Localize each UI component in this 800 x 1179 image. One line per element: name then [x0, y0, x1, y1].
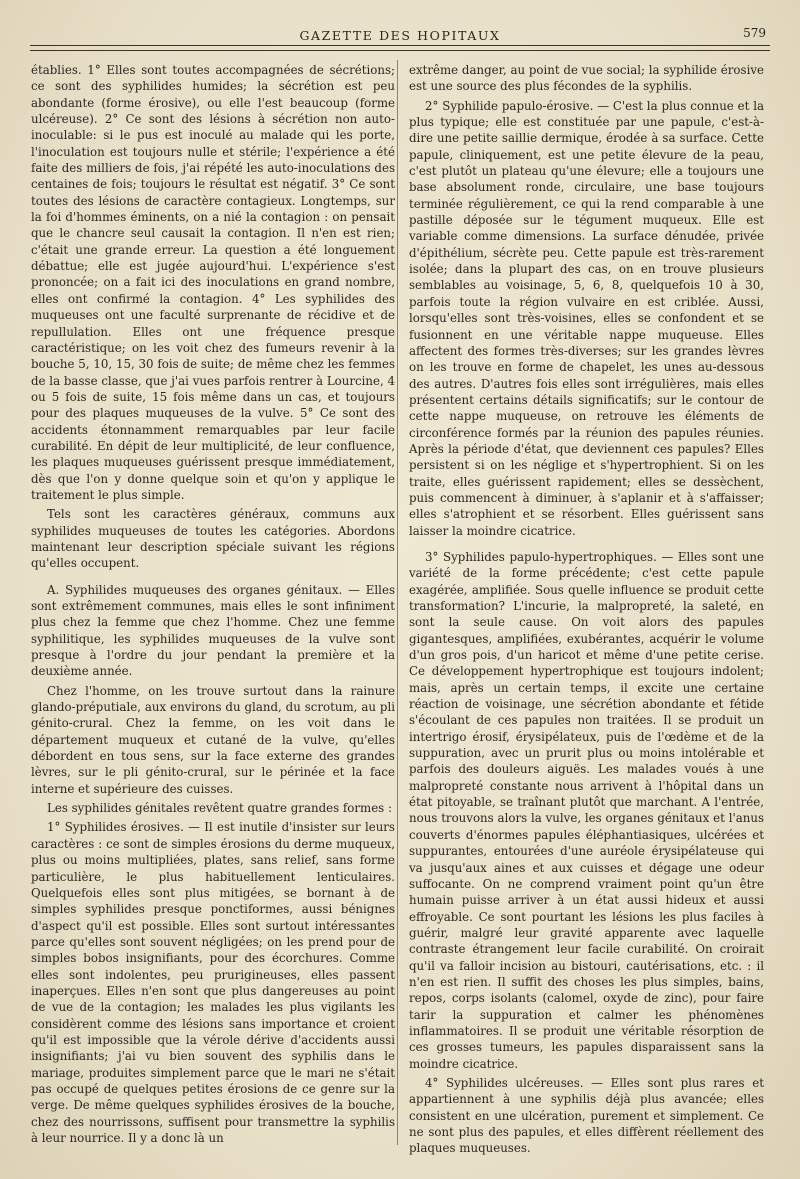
- paragraph: Chez l'homme, on les trouve surtout dans la rainure glando-préputiale, aux environs du gland, du scrotum, au pli génito-crural. Chez la femme, on les voit dans le département muqueux et cutané de la vulve, qu'elles débordent en tous sens, sur la face externe des grandes lèvres, sur le pli génito-crural, sur le périnée et la face interne et supérieure des cuisses.: [31, 683, 395, 796]
- page-header: [30, 24, 770, 50]
- header-rule-thick: [30, 45, 770, 46]
- header-rule-thin: [30, 50, 770, 51]
- paragraph: extrême danger, au point de vue social; la syphilide érosive est une source des plus fécondes de la syphilis.: [409, 63, 764, 94]
- column-divider: [397, 60, 398, 1145]
- paragraph: Les syphilides génitales revêtent quatre grandes formes :: [47, 801, 392, 816]
- journal-title: GAZETTE DES HOPITAUX: [299, 28, 501, 43]
- paragraph: 1° Syphilides érosives. — Il est inutile d'insister sur leurs caractères : ce sont de simples érosions du derme muqueux, plus ou moins multipliées, plates, sans relief, sans forme particulière, le plus habituellement lenticulaires. Quelquefois elles sont plus mitigées, se bornant à de simples syphilides presque ponctiformes, aussi bénignes d'aspect qu'il est possible. Elles sont surtout intéressantes parce qu'elles sont souvent négligées; on les prend pour de simples bobos insignifiants, pour des écorchures. Comme elles sont indolentes, peu prurigineuses, elles passent inaperçues. Elles n'en sont que plus dangereuses au point de vue de la contagion; les malades les plus vigilants les considèrent comme des lésions sans importance et croient qu'il est impossible que la vérole dérive d'accidents aussi insignifiants; j'ai vu bien souvent des syphilis dans le mariage, produites simplement parce que le mari ne s'était pas occupé de quelques petites érosions de ce genre sur la verge. De même quelques syphilides érosives de la bouche, chez des nourrissons, suffisent pour transmettre la syphilis à leur nourrice. Il y a donc là un: [31, 820, 395, 1145]
- paragraph: 2° Syphilide papulo-érosive. — C'est la plus connue et la plus typique; elle est constituée par une papule, c'est-à-dire une petite saillie dermique, érodée à sa surface. Cette papule, cliniquement, est une petite élevure de la peau, c'est plutôt un plateau qu'une élevure; elle a toujours une base absolument ronde, circulaire, une base toujours terminée régulièrement, ce qui la rend comparable à une pastille déposée sur le tégument muqueux. Elle est variable comme dimensions. La surface dénudée, privée d'épithélium, sécrète peu. Cette papule est très-rarement isolée; dans la plupart des cas, on en trouve plusieurs semblables au voisinage, 5, 6, 8, quelquefois 10 à 30, parfois toute la région vulvaire en est criblée. Aussi, lorsqu'elles sont très-voisines, elles se confondent et se fusionnent en une véritable nappe muqueuse. Elles affectent des formes très-diverses; sur les grandes lèvres on les trouve en forme de chapelet, les unes au-dessous des autres. D'autres fois elles sont irrégulières, mais elles présentent certains détails significatifs; sur le contour de cette nappe muqueuse, on retrouve les éléments de circonférence formés par la réunion des papules réunies. Après la période d'état, que deviennent ces papules? Elles persistent si on les néglige et s'hypertrophient. Si on les traite, elles guérissent rapidement; elles se dessèchent, puis commencent à diminuer, à s'aplanir et à s'affaisser; elles s'atrophient et se résorbent. Elles guérissent sans laisser la moindre cicatrice.: [409, 98, 764, 538]
- paragraph: établies. 1° Elles sont toutes accompagnées de sécrétions; ce sont des syphilides humides; la sécrétion est peu abondante (forme érosive), ou elle l'est beaucoup (forme ulcéreuse). 2° Ce sont des lésions à sécrétion non auto-inoculable: si le pus est inoculé au malade qui les porte, l'inoculation est toujours nulle et stérile; l'expérience a été faite des milliers de fois, j'ai répété les auto-inoculations des centaines de fois; toujours le résultat est négatif. 3° Ce sont toutes des lésions de caractère contagieux. Longtemps, sur la foi d'hommes éminents, on a nié la contagion : on pensait que le chancre seul causait la contagion. Il n'en est rien; c'était une grande erreur. La question a été longuement débattue; elle est jugée aujourd'hui. L'expérience s'est prononcée; on a fait ici des inoculations en grand nombre, elles ont confirmé la contagion. 4° Les syphilides des muqueuses ont une faculté surprenante de récidive et de repullulation. Elles ont une fréquence presque caractéristique; on les voit chez des fumeurs revenir à la bouche 5, 10, 15, 30 fois de suite; de même chez les femmes de la basse classe, que j'ai vues parfois rentrer à Lourcine, 4 ou 5 fois de suite, 15 fois même dans un cas, et toujours pour des plaques muqueuses de la vulve. 5° Ce sont des accidents étonnamment remarquables par leur facile curabilité. En dépit de leur multiplicité, de leur confluence, les plaques muqueuses guérissent presque immédiatement, dès que l'on y donne quelque soin et qu'on y applique le traitement le plus simple.: [31, 63, 395, 502]
- paragraph: Tels sont les caractères généraux, communs aux syphilides muqueuses de toutes les catégories. Abordons maintenant leur description spéciale suivant les régions qu'elles occupent.: [31, 507, 395, 571]
- paragraph: 4° Syphilides ulcéreuses. — Elles sont plus rares et appartiennent à une syphilis déjà plus avancée; elles consistent en une ulcération, purement et simplement. Ce ne sont plus des papules, et elles diffèrent réellement des plaques muqueuses.: [409, 1075, 764, 1156]
- section-paragraph: 3° Syphilides papulo-hypertrophiques. — Elles sont une variété de la forme précédente; c'est cette papule exagérée, amplifiée. Sous quelle influence se produit cette transformation? L'incurie, la malpropreté, la saleté, en sont la seule cause. On voit alors des papules gigantesques, amplifiées, exubérantes, acquérir le volume d'un gros pois, d'un haricot et même d'une petite cerise. Ce développement hypertrophique est toujours indolent; mais, après un certain temps, il excite une certaine réaction de voisinage, une sécrétion abondante et fétide s'écoulant de ces papules non traitées. Il se produit un intertrigo érosif, érysipélateux, puis de l'œdème et de la suppuration, avec un prurit plus ou moins intolérable et parfois des douleurs aiguës. Les malades voués à une malpropreté constante nous arrivent à l'hôpital dans un état pitoyable, se traînant plutôt que marchant. A l'entrée, nous trouvons alors la vulve, les organes génitaux et l'anus couverts d'énormes papules éléphantiasiques, ulcérées et suppurantes, entourées d'une auréole érysipélateuse qui va jusqu'aux aines et aux cuisses et dégage une odeur suffocante. On ne comprend vraiment point qu'un être humain puisse arriver à un état aussi hideux et aussi effroyable. Ce sont pourtant les lésions les plus faciles à guérir, malgré leur gravité apparente avec laquelle contraste étrangement leur facile curabilité. On croirait qu'il va falloir incision au bistouri, cautérisations, etc. : il n'en est rien. Il suffit des choses les plus simples, bains, repos, corps isolants (calomel, oxyde de zinc), pour faire tarir la suppuration et calmer les phénomènes inflammatoires. Il se produit une véritable résorption de ces grosses tumeurs, les papules disparaissent sans la moindre cicatrice.: [409, 549, 764, 1071]
- page-number: 579: [743, 26, 766, 40]
- right-column: [409, 62, 764, 1157]
- left-column: [31, 62, 395, 1146]
- section-paragraph: A. Syphilides muqueuses des organes génitaux. — Elles sont extrêmement communes, mais elles le sont infiniment plus chez la femme que chez l'homme. Chez une femme syphilitique, les syphilides muqueuses de la vulve sont presque à l'ordre du jour pendant la première et la deuxième année.: [31, 582, 395, 679]
